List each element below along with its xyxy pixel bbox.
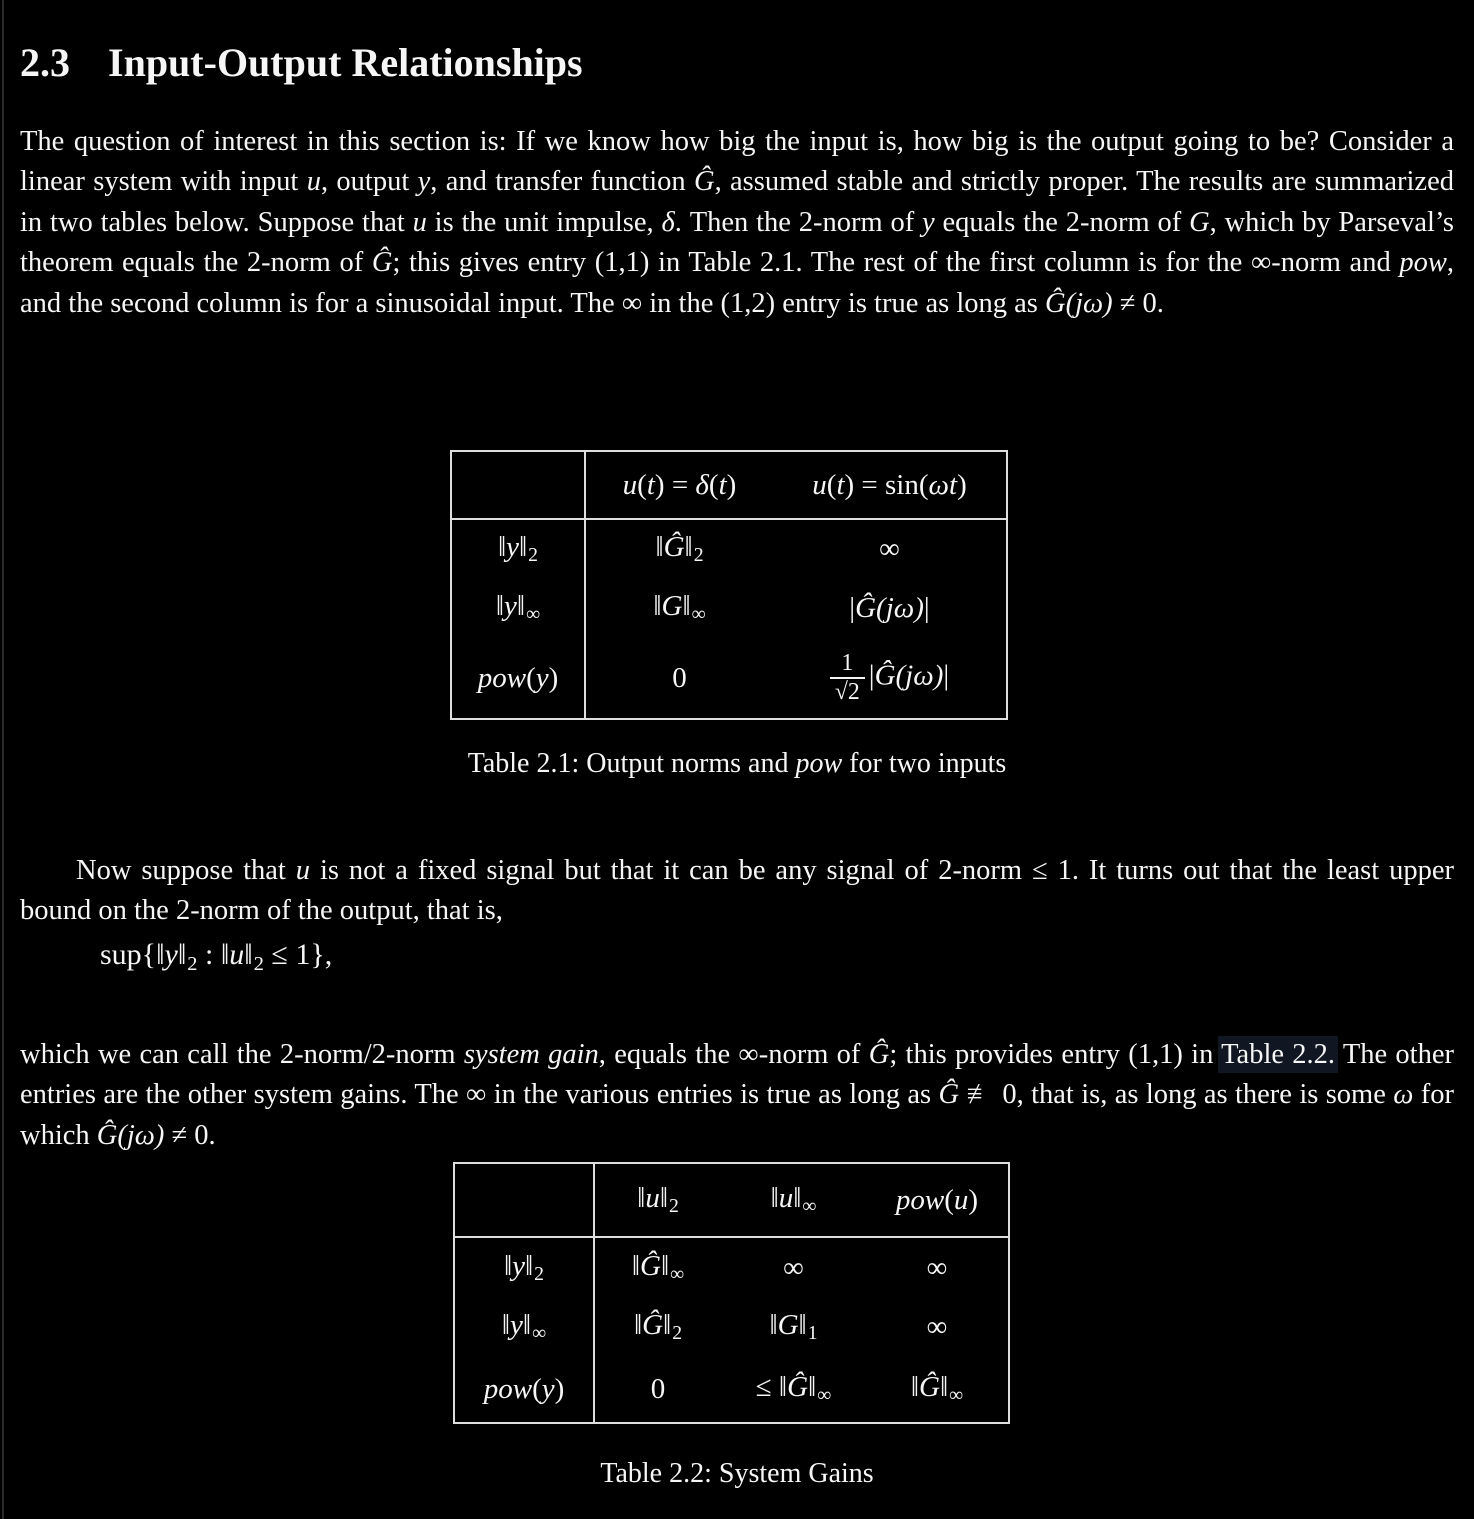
paragraph-sup-intro: Now suppose that u is not a fixed signal but that it can be any signal of 2-norm ≤ 1. It turns out that the least upper bound on the 2-norm of the output, that is,: [20, 854, 1454, 927]
row-label: ‖y‖∞: [451, 578, 585, 638]
section-number: 2.3: [20, 39, 70, 85]
table-cell: ‖Ĝ‖∞: [631, 1249, 685, 1286]
column-header-u-2norm: ‖u‖2: [594, 1163, 721, 1237]
row-label: pow(y): [454, 1356, 594, 1423]
row-label: ‖y‖2: [451, 519, 585, 578]
paragraph-intro: The question of interest in this section is: If we know how big the input is, how big is the output going to be? Consider a linear system with input u, output y, and transfer function Ĝ, assumed stable and strictly proper. The results are summarized in two tables below. Suppose that u is the unit impulse, δ. Then the 2-norm of y equals the 2-norm of G, which by Parseval’s theorem equals the 2-norm of Ĝ; this gives entry (1,1) in Table 2.1. The rest of the first column is for the ∞-norm and pow, and the second column is for a sinusoidal input. The ∞ in the (1,2) entry is true as long as Ĝ(jω) ≠ 0.: [20, 125, 1454, 319]
column-header-sine-input: u(t) = sin(ωt): [773, 451, 1007, 519]
table-cell: ∞: [926, 1251, 948, 1284]
table-cell: 0: [650, 1372, 666, 1405]
table-cell: ∞: [879, 532, 900, 565]
column-header-impulse-input: u(t) = δ(t): [585, 451, 773, 519]
equation-sup-norm: sup{‖y‖2 : ‖u‖2 ≤ 1},: [100, 938, 333, 975]
table-2-2-caption: Table 2.2: System Gains: [600, 1458, 874, 1489]
table-cell: ‖Ĝ‖2: [633, 1308, 683, 1345]
table-corner-cell: [454, 1163, 594, 1237]
column-header-pow-u: pow(u): [866, 1163, 1009, 1237]
section-heading: [20, 39, 583, 86]
table-cell: |Ĝ(jω)|: [849, 591, 930, 624]
row-label: ‖y‖2: [454, 1237, 594, 1298]
table-cell: ∞: [783, 1251, 804, 1284]
paragraph-system-gain: which we can call the 2-norm/2-norm system gain, equals the ∞-norm of Ĝ; this provides entry (1,1) in Table 2.2. The other entries are the other system gains. The ∞ in the various entries is true as long as Ĝ ≢ 0, that is, as long as there is some ω for which Ĝ(jω) ≠ 0.: [20, 1038, 1455, 1151]
table-corner-cell: [451, 451, 585, 519]
column-header-u-infnorm: ‖u‖∞: [721, 1163, 866, 1237]
table-cell: ‖Ĝ‖2: [655, 530, 704, 567]
system-gains-table: [453, 1162, 1010, 1424]
table-cell: ‖G‖∞: [653, 589, 706, 626]
output-norms-table: [450, 450, 1008, 720]
table-2-2: [453, 1162, 1010, 1424]
row-label: pow(y): [451, 638, 585, 719]
table-cell: ∞: [926, 1310, 948, 1343]
table-cell: ‖G‖1: [769, 1308, 818, 1345]
row-label: ‖y‖∞: [454, 1298, 594, 1356]
table-2-1-caption: Table 2.1: Output norms and pow for two inputs: [467, 748, 1007, 779]
table-cell: $\frac{1}{√2}$ |Ĝ(jω)|: [773, 638, 1007, 719]
table-cell: 0: [672, 661, 687, 694]
table-cell: ‖Ĝ‖∞: [910, 1370, 964, 1407]
table-cell: ≤ ‖Ĝ‖∞: [755, 1370, 832, 1407]
table-2-1: [450, 450, 1008, 720]
section-title: Input-Output Relationships: [108, 39, 583, 85]
